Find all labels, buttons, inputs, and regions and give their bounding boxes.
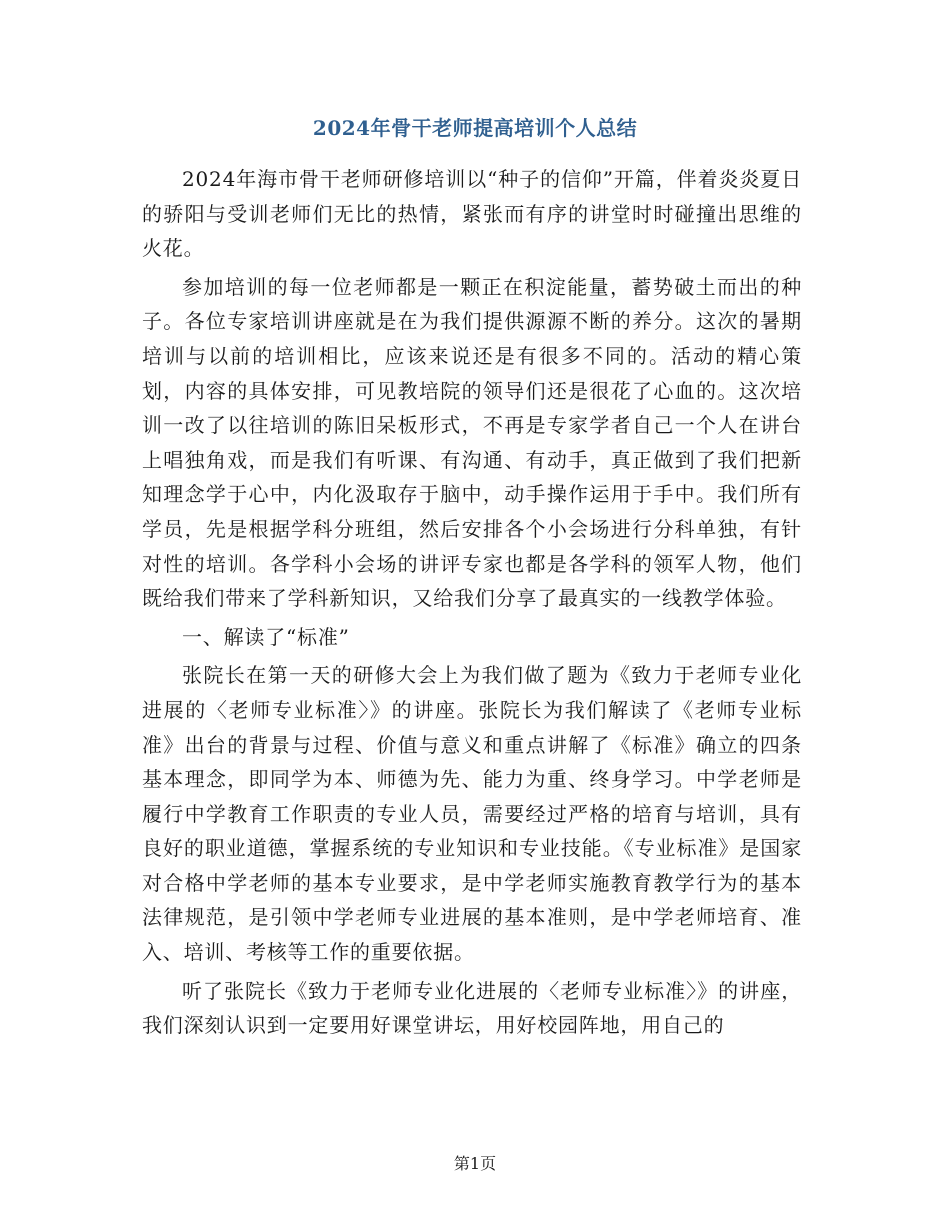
paragraph-training-overview: 参加培训的每一位老师都是一颗正在积淀能量，蓄势破土而出的种子。各位专家培训讲座就是在为我们提供源源不断的养分。这次的暑期培训与以前的培训相比，应该来说还是有很多不同的。活动的精心策划，内容的具体安排，可见教培院的领导们还是很花了心血的。这次培训一改了以往培训的陈旧呆板形式，不再是专家学者自己一个人在讲台上唱独角戏，而是我们有听课、有沟通、有动手，真正做到了我们把新知理念学于心中，内化汲取存于脑中，动手操作运用于手中。我们所有学员，先是根据学科分班组，然后安排各个小会场进行分科单独，有针对性的培训。各学科小会场的讲评专家也都是各学科的领军人物，他们既给我们带来了学科新知识，又给我们分享了最真实的一线教学体验。: [142, 274, 802, 611]
paragraph-intro: 2024年海市骨干老师研修培训以“种子的信仰”开篇，伴着炎炎夏日的骄阳与受训老师们无比的热情，紧张而有序的讲堂时时碰撞出思维的火花。: [142, 167, 802, 261]
page-number: 第1页: [453, 1154, 497, 1173]
document-title: 2024年骨干老师提高培训个人总结: [312, 116, 638, 140]
section-heading-standard: 一、解读了“标准”: [182, 624, 350, 649]
document-body: [142, 162, 802, 1047]
paragraph-lecture-reflection: 听了张院长《致力于老师专业化进展的〈老师专业标准〉》的讲座，我们深刻认识到一定要用好课堂讲坛，用好校园阵地，用自己的: [142, 978, 802, 1038]
paragraph-standard-lecture: 张院长在第一天的研修大会上为我们做了题为《致力于老师专业化进展的〈老师专业标准〉》的讲座。张院长为我们解读了《老师专业标准》出台的背景与过程、价值与意义和重点讲解了《标准》确立的四条基本理念，即同学为本、师德为先、能力为重、终身学习。中学老师是履行中学教育工作职责的专业人员，需要经过严格的培育与培训，具有良好的职业道德，掌握系统的专业知识和专业技能。《专业标准》是国家对合格中学老师的基本专业要求，是中学老师实施教育教学行为的基本法律规范，是引领中学老师专业进展的基本准则，是中学老师培育、准入、培训、考核等工作的重要依据。: [142, 663, 802, 965]
